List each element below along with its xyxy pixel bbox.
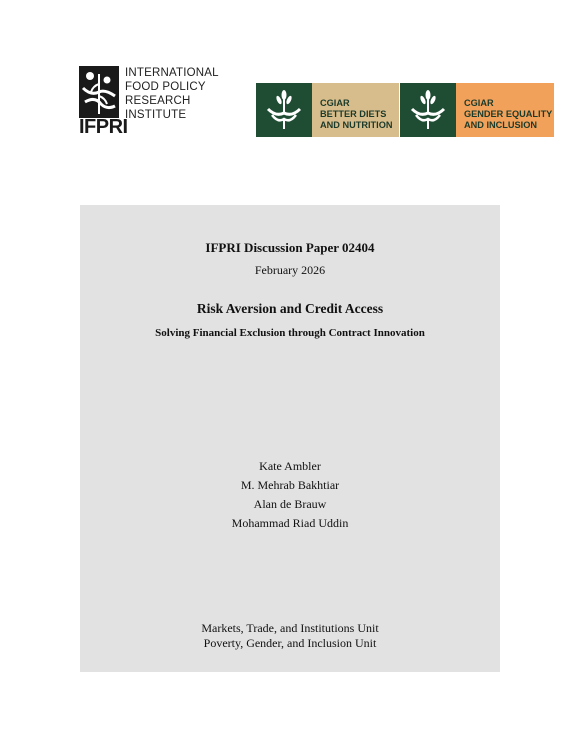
cgiar-better-diets-label [312, 83, 399, 137]
paper-subtitle: Solving Financial Exclusion through Contract Innovation [155, 327, 425, 339]
author-name: Alan de Brauw [253, 497, 327, 511]
ifpri-emblem-icon [79, 66, 119, 118]
cgiar-wheat-icon [256, 83, 312, 137]
ifpri-name-line: RESEARCH [125, 95, 191, 107]
ifpri-name-line: FOOD POLICY [125, 81, 206, 93]
cgiar-label-line: AND NUTRITION [320, 120, 393, 130]
cover-panel [80, 205, 500, 672]
author-name: Kate Ambler [259, 459, 321, 473]
cgiar-label-line: AND INCLUSION [464, 120, 537, 130]
author-name: M. Mehrab Bakhtiar [240, 478, 340, 492]
ifpri-name-line: INSTITUTE [125, 109, 187, 121]
cgiar-label-line: GENDER EQUALITY [464, 109, 553, 119]
paper-title: Risk Aversion and Credit Access [196, 301, 384, 316]
ifpri-logo [79, 66, 219, 138]
publication-date: February 2026 [254, 263, 326, 277]
cgiar-label-line: BETTER DIETS [320, 109, 387, 119]
series-number: IFPRI Discussion Paper 02404 [205, 240, 375, 255]
cgiar-gender-equality-logo [400, 83, 554, 137]
ifpri-name-line: INTERNATIONAL [125, 67, 219, 79]
author-name: Mohammad Riad Uddin [231, 516, 349, 530]
cgiar-label-line: CGIAR [464, 98, 494, 108]
cgiar-better-diets-logo [256, 83, 399, 137]
ifpri-wordmark: IFPRI [79, 116, 128, 138]
cgiar-wheat-icon [400, 83, 456, 137]
research-unit: Poverty, Gender, and Inclusion Unit [203, 636, 377, 650]
cgiar-label-line: CGIAR [320, 98, 350, 108]
ifpri-full-name [125, 66, 219, 122]
research-unit: Markets, Trade, and Institutions Unit [201, 621, 379, 635]
cgiar-gender-equality-label [456, 83, 554, 137]
